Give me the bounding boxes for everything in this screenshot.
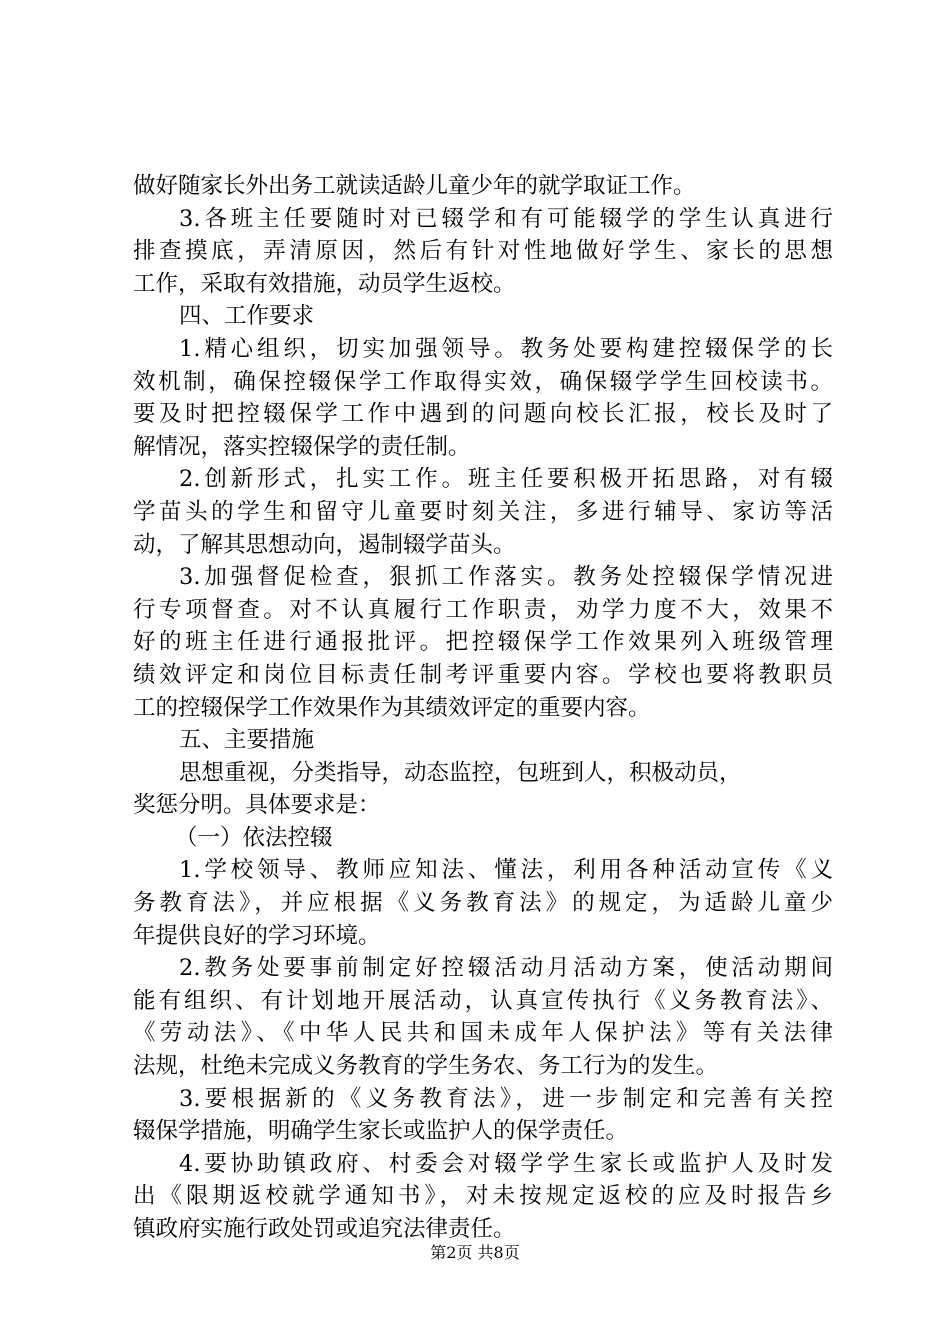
text-line: 动，了解其思想动向，遏制辍学苗头。 xyxy=(133,531,516,558)
text-line: 好的班主任进行通报批评。把控辍保学工作效果列入班级管理 xyxy=(133,629,833,656)
text-line: 1.学校领导、教师应知法、懂法，利用各种活动宣传《义 xyxy=(179,857,833,884)
subsection-heading: （一）依法控辍 xyxy=(175,824,333,851)
text-line: 镇政府实施行政处罚或追究法律责任。 xyxy=(133,1216,516,1242)
text-line: 工的控辍保学工作效果作为其绩效评定的重要内容。 xyxy=(133,694,651,721)
text-line: 出《限期返校就学通知书》，对未按规定返校的应及时报告乡 xyxy=(133,1183,833,1210)
text-line: 《劳动法》、《中华人民共和国未成年人保护法》等有关法律 xyxy=(133,1020,833,1047)
text-line: 工作，采取有效措施，动员学生返校。 xyxy=(133,270,516,297)
text-line: 2.创新形式，扎实工作。班主任要积极开拓思路，对有辍 xyxy=(179,466,833,493)
page-number-footer: 第2页 共8页 xyxy=(430,1243,520,1262)
text-line: 绩效评定和岗位目标责任制考评重要内容。学校也要将教职员 xyxy=(133,661,833,688)
text-line: 务教育法》，并应根据《义务教育法》的规定，为适龄儿童少 xyxy=(133,890,833,917)
text-line: 3.加强督促检查，狠抓工作落实。教务处控辍保学情况进 xyxy=(179,564,833,591)
section-heading: 四、工作要求 xyxy=(179,303,315,330)
text-line: 年提供良好的学习环境。 xyxy=(133,922,381,949)
text-line: 排查摸底，弄清原因，然后有针对性地做好学生、家长的思想 xyxy=(133,238,833,265)
text-line: 效机制，确保控辍保学工作取得实效，确保辍学学生回校读书。 xyxy=(133,368,833,395)
text-line: 解情况，落实控辍保学的责任制。 xyxy=(133,433,471,460)
text-line: 3.要根据新的《义务教育法》，进一步制定和完善有关控 xyxy=(179,1085,833,1112)
text-line: 3.各班主任要随时对已辍学和有可能辍学的学生认真进行 xyxy=(179,205,833,232)
text-line: 能有组织、有计划地开展活动，认真宣传执行《义务教育法》、 xyxy=(133,987,833,1014)
text-line: 行专项督查。对不认真履行工作职责，劝学力度不大，效果不 xyxy=(133,596,833,623)
text-line: 4.要协助镇政府、村委会对辍学学生家长或监护人及时发 xyxy=(179,1150,833,1177)
text-line: 法规，杜绝未完成义务教育的学生务农、务工行为的发生。 xyxy=(133,1053,719,1080)
text-line: 要及时把控辍保学工作中遇到的问题向校长汇报，校长及时了 xyxy=(133,401,833,428)
text-line: 辍保学措施，明确学生家长或监护人的保学责任。 xyxy=(133,1118,629,1145)
text-line: 做好随家长外出务工就读适龄儿童少年的就学取证工作。 xyxy=(133,173,696,199)
text-line: 学苗头的学生和留守儿童要时刻关注，多进行辅导、家访等活 xyxy=(133,498,833,525)
section-heading: 五、主要措施 xyxy=(179,727,315,754)
text-line: 2.教务处要事前制定好控辍活动月活动方案，使活动期间 xyxy=(179,955,833,982)
text-line: 思想重视，分类指导，动态监控，包班到人，积极动员， xyxy=(179,759,742,786)
text-line: 奖惩分明。具体要求是： xyxy=(133,792,381,819)
text-line: 1.精心组织，切实加强领导。教务处要构建控辍保学的长 xyxy=(179,335,833,362)
document-body xyxy=(133,170,833,1246)
